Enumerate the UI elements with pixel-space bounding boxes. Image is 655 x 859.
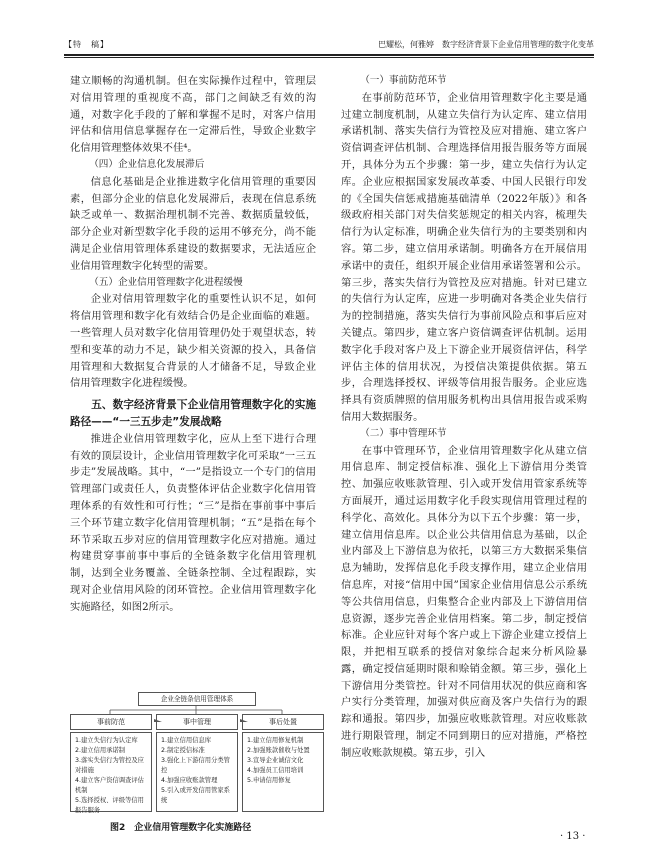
list-item: 5.引入或开发信用管家系统 xyxy=(161,787,230,804)
list-item: 1.建立失信行为认定库 xyxy=(75,737,138,744)
body-paragraph: 建立顺畅的沟通机制。但在实际操作过程中，管理层对信用管理的重视度不高，部门之间缺乏有效的沟通，对数字化手段的了解和掌握不足时，对客户信用评估和信用信息掌握存在一定滞后性，导致企业数字化信用管理整体效果不佳⁴。 xyxy=(70,75,316,155)
section-label: 【特 稿】 xyxy=(64,40,109,49)
left-column xyxy=(70,73,316,616)
list-item: 3.宣导企业诚信文化 xyxy=(247,757,304,764)
list-item: 2.建立信用承诺制 xyxy=(75,747,126,754)
stage-list-pre xyxy=(70,732,152,812)
running-header xyxy=(64,39,594,53)
list-item: 2.制定授信标准 xyxy=(161,747,205,754)
figure-caption: 图2 企业信用管理数字化实施路径 xyxy=(110,823,252,833)
list-item: 4.加强员工信用培训 xyxy=(247,767,304,774)
stage-list-post xyxy=(242,732,324,812)
page-number: · 13 · xyxy=(560,831,586,842)
body-paragraph: 在事前防范环节，企业信用管理数字化主要是通过建立制度机制，从建立失信行为认定库、建立信用承诺机制、落实失信行为管控及应对措施、建立客户资信调查评估机制、合理选择信用报告服务等方面展开，具体分为五个步骤：第一步，建立失信行为认定库。企业应根据国家发展改革委、中国人民银行印发的《全国失信惩戒措施基础清单（2022年版）》和各级政府相关部门对失信奖惩规定的相关内容，梳理失信行为认定标准，明确企业失信行为的主要类别和内容。第二步，建立信用承诺制。明确各方在开展信用承诺中的责任，组织开展企业信用承诺签署和公示。第三步，落实失信行为管控及应对措施。针对已建立的失信行为认定库，应进一步明确对各类企业失信行为的控制措施，落实失信行为事前风险点和事后应对关键点。第四步，建立客户资信调查评估机制。运用数字化手段对客户及上下游企业开展资信评估，科学评估主体的信用状况，为授信决策提供依据。第五步，合理选择授权、评级等信用报告服务。企业应选择具有资质牌照的信用服务机构出具信用报告或采购信用大数据服务。 xyxy=(341,91,587,423)
stage-list-mid xyxy=(156,732,238,812)
list-item: 5.选择授权、评级等信用报告服务 xyxy=(75,797,144,814)
body-paragraph: 信息化基础是企业推进数字化信用管理的重要因素，但部分企业的信息化发展滞后，表现在信息系统缺乏或单一、数据治理机制不完善、数据质量较低，部分企业对新型数字化手段的运用不够充分，尚不能满足企业信用管理体系建设的数据要求，无法适应企业信用管理数字化转型的需要。 xyxy=(70,175,316,272)
section-heading: 五、数字经济背景下企业信用管理数字化的实施路径——“一三五步走”发展战略 xyxy=(70,399,316,428)
figure-top-title: 企业全链条信用管理体系 xyxy=(138,692,256,706)
authors-title: 巴耀松，何雅婷 数字经济背景下企业信用管理的数字化变革 xyxy=(378,40,594,49)
subsection-heading: （一）事前防范环节 xyxy=(360,75,447,86)
body-paragraph: 企业对信用管理数字化的重要性认识不足，如何将信用管理和数字化有效结合仍是企业面临的难题。一些管理人员对数字化信用管理仍处于观望状态，转型和变革的动力不足，缺少相关资源的投入，具备信用管理和大数据复合背景的人才储备不足，导致企业信用管理数字化进程缓慢。 xyxy=(70,293,316,390)
body-paragraph: 在事中管理环节，企业信用管理数字化从建立信用信息库、制定授信标准、强化上下游信用分类管控、加强应收账款管理、引入或开发信用管家系统等方面展开，通过运用数字化手段实现信用管理过程的科学化、高效化。具体分为以下五个步骤：第一步，建立信用信息库。以企业公共信用信息为基础，以企业内部及上下游信息为依托，以第三方大数据采集信息为辅助，发挥信息化手段支撑作用，建立企业信用信息库，对接“信用中国”国家企业信用信息公示系统等公共信用信息，归集整合企业内部及上下游信用信息资源，逐步完善企业信用档案。第二步，制定授信标准。企业应针对每个客户或上下游企业建立授信上限，并把相互联系的授信对象综合起来分析风险暴露，确定授信延期时限和赊销金额。第三步，强化上下游信用分类管控。针对不同信用状况的供应商和客户实行分类管理，加强对供应商及客户失信行为的跟踪和通报。第四步，加强应收账款管理。对应收账款进行期限管理，制定不同到期日的应对措施，严格控制应收账款规模。第五步，引入 xyxy=(341,444,587,759)
stage-header-post: 事后处置 xyxy=(242,714,324,730)
list-item: 5.申请信用修复 xyxy=(247,777,291,784)
stage-header-mid: 事中管理 xyxy=(156,714,238,730)
subsection-heading: （五）企业信用管理数字化进程缓慢 xyxy=(89,276,243,288)
list-item: 1.建立信用修复机制 xyxy=(247,737,304,744)
header-rule-thin xyxy=(64,57,594,58)
header-rule xyxy=(64,54,594,56)
subsection-heading: （二）事中管理环节 xyxy=(360,427,447,439)
subsection-heading: （四）企业信息化发展滞后 xyxy=(89,158,205,170)
list-item: 4.加强应收账款管理 xyxy=(161,777,218,784)
figure-2 xyxy=(70,692,322,812)
list-item: 2.加强账款催收与处置 xyxy=(247,747,310,754)
right-column xyxy=(341,73,587,762)
stage-header-pre: 事前防范 xyxy=(70,714,152,730)
list-item: 3.落实失信行为管控及应对措施 xyxy=(75,757,144,774)
list-item: 1.建立信用信息库 xyxy=(161,737,212,744)
body-paragraph: 推进企业信用管理数字化，应从上至下进行合理有效的顶层设计，企业信用管理数字化可采取“一三五步走”发展战略。其中，“一”是指设立一个专门的信用管理部门或责任人，负责整体评估企业数字化信用管理体系的有效性和可行性；“三”是指在事前事中事后三个环节建立数字化信用管理机制；“五”是指在每个环节采取五步对应的信用管理数字化应对措施。通过构建贯穿事前事中事后的全链条数字化信用管理机制，达到全业务覆盖、全链条控制、全过程跟踪，实现对企业信用风险的闭环管控。企业信用管理数字化实施路径，如图2所示。 xyxy=(70,432,316,613)
list-item: 3.强化上下游信用分类管控 xyxy=(161,757,230,774)
list-item: 4.建立客户资信调查评估机制 xyxy=(75,777,144,794)
